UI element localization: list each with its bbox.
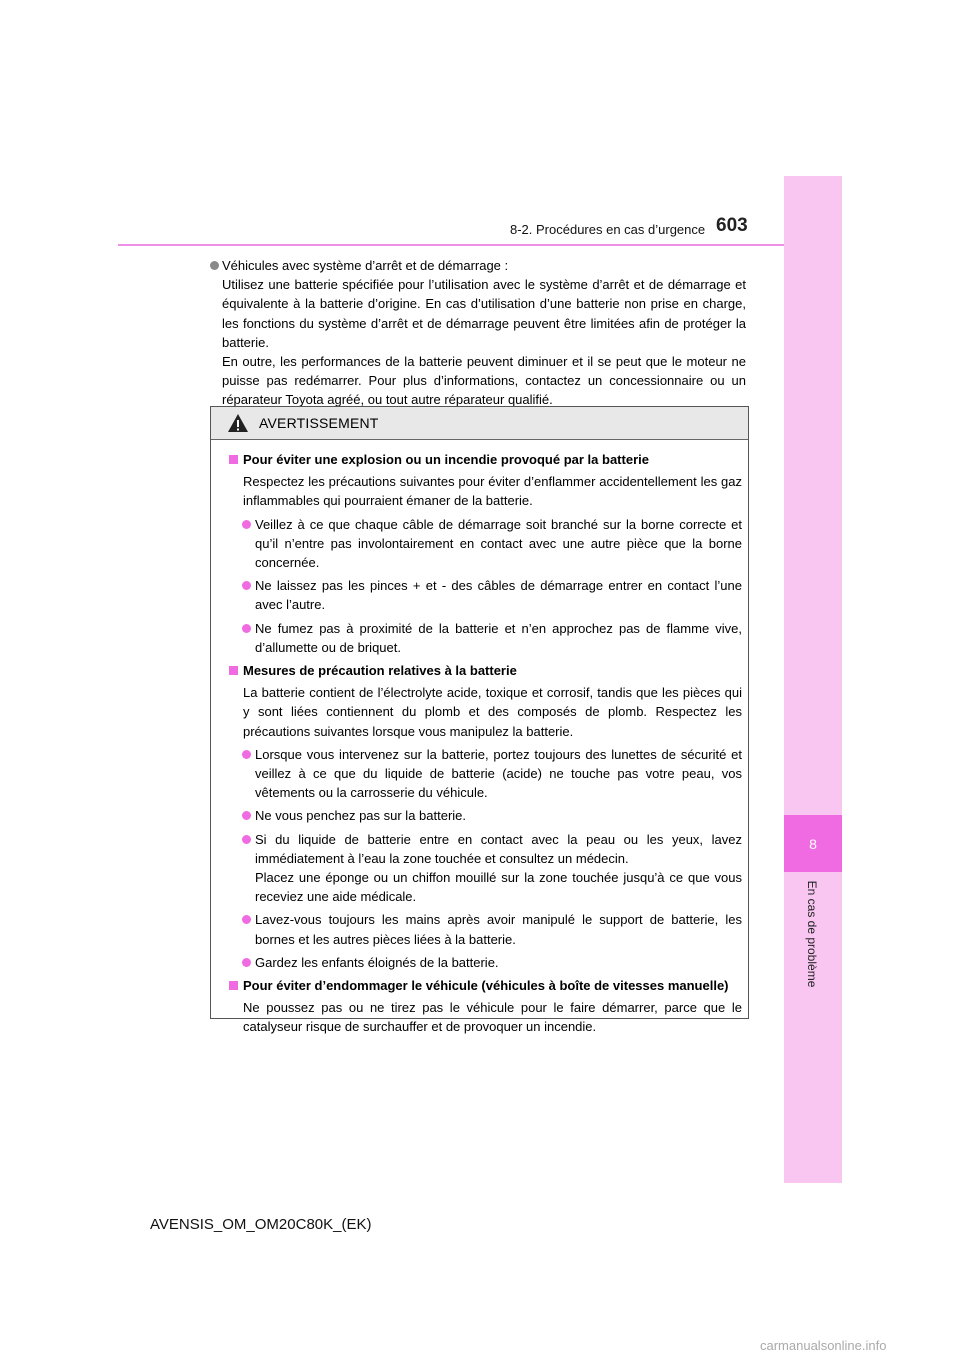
- warning-body: [211, 440, 748, 1037]
- watermark[interactable]: carmanualsonline.info: [760, 1338, 887, 1353]
- header-rule: [118, 244, 784, 246]
- list-item: Ne fumez pas à proximité de la batterie et n’en approchez pas de flamme vive, d’allumette ou de briquet.: [255, 619, 742, 657]
- list-item: Ne vous penchez pas sur la batterie.: [255, 806, 742, 825]
- warning-header: [211, 407, 748, 440]
- warning-title: AVERTISSEMENT: [259, 415, 379, 431]
- square-bullet-icon: [229, 666, 238, 675]
- square-bullet-icon: [229, 455, 238, 464]
- page-number: 603: [716, 215, 748, 236]
- bullet-icon: [242, 811, 251, 820]
- side-tab: [784, 176, 842, 1183]
- warning-box: [210, 406, 749, 1035]
- list-item: Ne laissez pas les pinces + et - des câbles de démarrage entrer en contact l’une avec l’autre.: [255, 576, 742, 614]
- intro-block: [222, 256, 746, 410]
- document-code: AVENSIS_OM_OM20C80K_(EK): [150, 1216, 372, 1233]
- bullet-icon: [242, 958, 251, 967]
- bullet-icon: [242, 915, 251, 924]
- bullet-icon: [210, 261, 219, 270]
- warning-section-text: Respectez les précautions suivantes pour éviter d’enflammer accidentellement les gaz inflammables qui pourraient émaner de la batterie.: [243, 474, 742, 509]
- list-item: Si du liquide de batterie entre en contact avec la peau ou les yeux, lavez immédiatement à l’eau la zone touchée et consultez un médecin. Placez une éponge ou un chiffon mouillé sur la zone touchée jusqu’à ce que vous receviez une aide médicale.: [255, 830, 742, 907]
- warning-section-title: Mesures de précaution relatives à la batterie: [243, 661, 742, 680]
- chapter-number: 8: [784, 815, 842, 872]
- warning-section-text: Ne poussez pas ou ne tirez pas le véhicule pour le faire démarrer, parce que le catalyseur risque de surchauffer et de provoquer un incendie.: [243, 1000, 742, 1035]
- list-item: Veillez à ce que chaque câble de démarrage soit branché sur la borne correcte et qu’il n’entre pas involontairement en contact avec une autre pièce que la borne concernée.: [255, 515, 742, 573]
- warning-triangle-icon: [227, 413, 249, 433]
- list-item: Lorsque vous intervenez sur la batterie, portez toujours des lunettes de sécurité et veillez à ce que du liquide de batterie (acide) ne touche pas votre peau, vos vêtements ou la carrosserie du véhicule.: [255, 745, 742, 803]
- bullet-icon: [242, 520, 251, 529]
- list-item: Gardez les enfants éloignés de la batterie.: [255, 953, 742, 972]
- list-item: Lavez-vous toujours les mains après avoir manipulé le support de batterie, les bornes et les autres pièces liées à la batterie.: [255, 910, 742, 948]
- section-header: 8-2. Procédures en cas d’urgence: [510, 222, 706, 237]
- bullet-icon: [242, 835, 251, 844]
- warning-section-title: Pour éviter une explosion ou un incendie provoqué par la batterie: [243, 450, 742, 469]
- warning-section-text: La batterie contient de l’électrolyte acide, toxique et corrosif, tandis que les pièces qui y sont liées contiennent du plomb et des composés de plomb. Respectez les précautions suivantes lorsque vous manipulez la batterie.: [243, 685, 742, 739]
- square-bullet-icon: [229, 981, 238, 990]
- intro-item: [222, 256, 746, 275]
- warning-section-title: Pour éviter d’endommager le véhicule (véhicules à boîte de vitesses manuelle): [243, 976, 742, 995]
- bullet-icon: [242, 581, 251, 590]
- intro-title: Véhicules avec système d’arrêt et de démarrage :: [222, 258, 509, 273]
- chapter-label: En cas de problème: [805, 880, 819, 988]
- intro-paragraph: En outre, les performances de la batterie peuvent diminuer et il se peut que le moteur ne puisse pas redémarrer. Pour plus d’informations, contactez un concessionnaire ou un réparateur Toyota agréé, ou tout autre réparateur qualifié.: [222, 354, 746, 408]
- intro-paragraph: Utilisez une batterie spécifiée pour l’utilisation avec le système d’arrêt et de démarrage et équivalente à la batterie d’origine. En cas d’utilisation d’une batterie non prise en charge, les fonctions du système d’arrêt et de démarrage peuvent être limitées afin de protéger la batterie.: [222, 277, 746, 350]
- bullet-icon: [242, 750, 251, 759]
- bullet-icon: [242, 624, 251, 633]
